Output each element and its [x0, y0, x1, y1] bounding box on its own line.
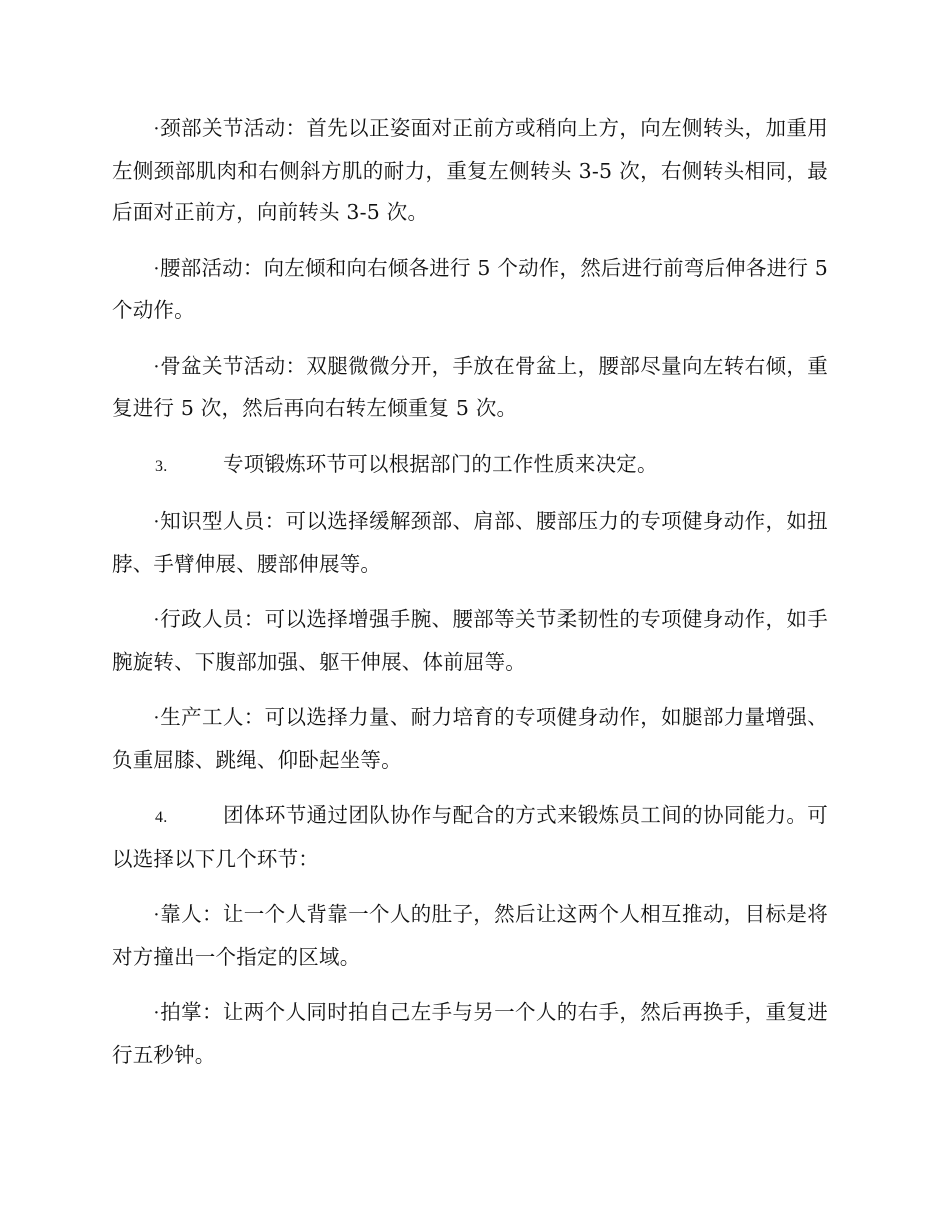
document-page [112, 108, 828, 1090]
list-number: 3. [155, 457, 168, 475]
bullet-marker: · [153, 355, 161, 378]
bullet-marker: · [153, 1002, 161, 1024]
paragraph-text: 行政人员：可以选择增强手腕、腰部等关节柔韧性的专项健身动作，如手腕旋转、下腹部加强、躯干伸展、体前屈等。 [112, 607, 828, 674]
bullet-paragraph-waist [112, 248, 828, 332]
paragraph-text: 专项锻炼环节可以根据部门的工作性质来决定。 [223, 451, 658, 476]
paragraph-text: 腰部活动：向左倾和向右倾各进行 5 个动作，然后进行前弯后伸各进行 5 个动作。 [112, 255, 828, 322]
paragraph-text: 靠人：让一个人背靠一个人的肚子，然后让这两个人相互推动，目标是将对方撞出一个指定的区域。 [112, 902, 828, 969]
bullet-marker: · [153, 904, 161, 926]
paragraph-text: 团体环节通过团队协作与配合的方式来锻炼员工间的协同能力。可以选择以下几个环节： [112, 803, 828, 871]
numbered-paragraph-4 [112, 795, 828, 880]
bullet-marker: · [153, 707, 161, 729]
bullet-marker: · [153, 257, 161, 280]
paragraph-text: 拍掌：让两个人同时拍自己左手与另一个人的右手，然后再换手，重复进行五秒钟。 [112, 1000, 828, 1067]
bullet-paragraph-knowledge-staff [112, 501, 828, 585]
bullet-paragraph-pelvis [112, 346, 828, 430]
bullet-paragraph-back-push [112, 894, 828, 978]
paragraph-text: 生产工人：可以选择力量、耐力培育的专项健身动作，如腿部力量增强、负重屈膝、跳绳、仰卧起坐等。 [112, 705, 828, 772]
bullet-marker: · [153, 511, 161, 533]
list-number: 4. [155, 809, 168, 826]
paragraph-text: 骨盆关节活动：双腿微微分开，手放在骨盆上，腰部尽量向左转右倾，重复进行 5 次，然后再向右转左倾重复 5 次。 [112, 353, 828, 420]
bullet-paragraph-clap [112, 992, 828, 1076]
numbered-paragraph-3 [112, 444, 828, 488]
paragraph-text: 颈部关节活动：首先以正姿面对正前方或稍向上方，向左侧转头，加重用左侧颈部肌肉和右侧斜方肌的耐力，重复左侧转头 3-5 次，右侧转头相同，最后面对正前方，向前转头 3-5 次。 [112, 116, 828, 224]
bullet-paragraph-neck [112, 108, 828, 234]
bullet-paragraph-production-workers [112, 697, 828, 781]
bullet-paragraph-admin-staff [112, 599, 828, 683]
bullet-marker: · [153, 609, 161, 631]
paragraph-text: 知识型人员：可以选择缓解颈部、肩部、腰部压力的专项健身动作，如扭脖、手臂伸展、腰部伸展等。 [112, 509, 828, 576]
bullet-marker: · [153, 118, 161, 140]
